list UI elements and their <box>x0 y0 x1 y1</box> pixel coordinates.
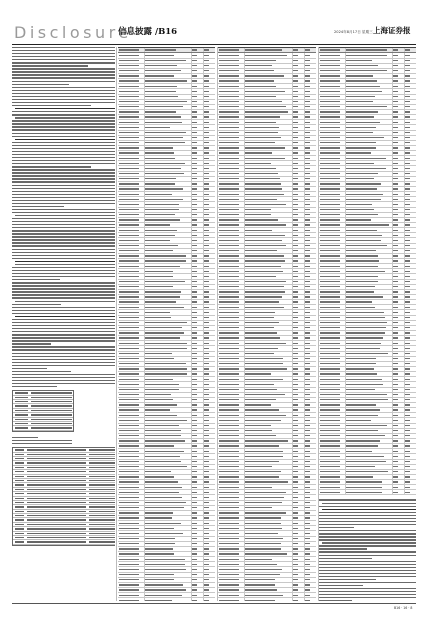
column-divider <box>217 47 218 601</box>
text-line <box>12 337 115 338</box>
text-line <box>12 90 115 91</box>
text-line <box>15 301 115 302</box>
text-line <box>319 551 416 552</box>
text-line <box>12 87 115 88</box>
text-line <box>15 261 115 263</box>
text-line <box>12 175 115 176</box>
text-line <box>12 68 115 69</box>
text-line <box>12 297 115 298</box>
text-line <box>12 59 115 60</box>
text-line <box>12 178 115 179</box>
text-line <box>12 74 115 75</box>
text-line <box>12 334 115 335</box>
text-line <box>12 255 115 256</box>
text-line <box>319 521 416 522</box>
text-line <box>12 276 115 277</box>
text-line <box>12 77 115 78</box>
text-line <box>12 81 115 82</box>
text-line <box>319 536 416 537</box>
text-line <box>12 194 115 195</box>
text-line <box>319 600 352 601</box>
text-line <box>12 191 115 192</box>
column-4-fund-table-and-notice <box>319 47 416 601</box>
text-line <box>319 567 416 568</box>
text-line <box>12 154 115 155</box>
text-line <box>12 102 115 103</box>
section-title: 信息披露 /B16 <box>118 27 178 37</box>
paper-name: 上海证券报 <box>373 26 411 35</box>
table-row <box>13 426 73 430</box>
text-line <box>12 203 115 204</box>
text-line <box>319 591 416 592</box>
text-line <box>319 548 367 549</box>
text-line <box>319 582 416 583</box>
text-line <box>319 512 416 513</box>
text-line <box>12 383 115 384</box>
text-line <box>12 227 115 228</box>
text-line <box>12 148 115 149</box>
text-line <box>322 503 416 504</box>
text-line <box>12 288 115 289</box>
text-line <box>12 84 69 85</box>
text-line <box>12 377 115 378</box>
text-line <box>12 285 115 286</box>
text-line <box>12 163 115 164</box>
text-line <box>12 236 115 237</box>
text-line <box>12 65 88 66</box>
text-line <box>12 47 115 48</box>
text-line <box>12 212 115 213</box>
text-line <box>12 71 115 72</box>
text-line <box>12 166 91 167</box>
text-line <box>12 185 115 186</box>
text-line <box>12 145 115 146</box>
text-line <box>12 151 115 152</box>
text-line <box>319 561 416 562</box>
text-line <box>12 62 115 63</box>
text-line <box>319 515 416 516</box>
text-line <box>12 304 61 305</box>
bottom-rule <box>12 603 416 604</box>
text-line <box>12 310 115 311</box>
text-line <box>12 245 115 246</box>
text-line <box>12 346 115 347</box>
text-line <box>12 437 38 438</box>
text-line <box>12 242 115 243</box>
text-line <box>12 380 115 381</box>
text-line <box>12 322 115 323</box>
fund-list-table <box>118 47 215 601</box>
section-word: Disclosure <box>14 23 132 42</box>
text-line <box>319 588 416 589</box>
text-line <box>322 542 416 543</box>
text-line <box>12 313 115 314</box>
column-divider <box>318 47 319 601</box>
masthead <box>0 0 428 48</box>
page-number: B16 · 16 · 8 <box>394 606 413 610</box>
text-line <box>319 545 416 546</box>
text-line <box>12 233 115 234</box>
text-line <box>12 356 115 357</box>
text-line <box>12 443 72 444</box>
text-line <box>319 533 416 534</box>
text-line <box>322 509 416 511</box>
table-row <box>13 540 115 544</box>
text-line <box>12 96 115 97</box>
text-line <box>12 93 115 94</box>
closing-notice-body <box>319 499 416 601</box>
text-line <box>12 252 115 253</box>
text-line <box>12 319 115 320</box>
text-line <box>12 126 115 127</box>
text-line <box>12 160 115 161</box>
text-line <box>319 518 416 519</box>
text-line <box>319 527 354 528</box>
text-line <box>12 99 115 100</box>
column-2-fund-table <box>118 47 215 601</box>
text-line <box>15 117 115 118</box>
text-line <box>12 50 115 51</box>
text-line <box>319 597 416 598</box>
announcement-body <box>12 47 115 546</box>
column-3-fund-table <box>218 47 316 601</box>
text-line <box>319 558 372 559</box>
mini-table <box>12 390 74 432</box>
text-line <box>12 359 115 360</box>
issue-date: 2024年8月17日 星期三 <box>334 30 373 34</box>
text-line <box>319 555 416 556</box>
text-line <box>12 129 115 130</box>
text-line <box>12 188 115 189</box>
table-row <box>118 598 215 601</box>
text-line <box>12 181 115 182</box>
text-line <box>12 239 115 240</box>
text-line <box>12 111 115 112</box>
top-rule <box>12 44 416 45</box>
text-line <box>15 108 115 110</box>
text-line <box>319 570 416 571</box>
text-line <box>12 331 115 332</box>
column-divider <box>116 47 117 601</box>
text-line <box>12 114 115 115</box>
text-line <box>12 368 47 369</box>
text-line <box>12 343 51 344</box>
text-line <box>12 120 115 121</box>
text-line <box>12 221 115 222</box>
text-line <box>12 169 115 170</box>
text-line <box>12 230 115 231</box>
fund-list-table <box>218 47 316 601</box>
text-line <box>319 564 416 565</box>
text-line <box>12 157 115 158</box>
text-line <box>12 270 115 271</box>
text-line <box>12 105 91 106</box>
table-row <box>218 598 316 601</box>
text-line <box>319 499 416 500</box>
text-line <box>12 56 115 57</box>
text-line <box>15 316 115 318</box>
text-line <box>12 142 115 143</box>
text-line <box>12 325 115 326</box>
text-line <box>12 282 115 283</box>
text-line <box>12 218 115 219</box>
text-line <box>12 224 115 225</box>
text-line <box>12 328 115 329</box>
text-line <box>12 365 115 366</box>
text-line <box>12 172 115 173</box>
text-line <box>319 506 416 507</box>
text-line <box>12 273 115 274</box>
text-line <box>319 585 363 586</box>
text-line <box>12 200 115 201</box>
text-line <box>319 576 416 577</box>
text-line <box>12 249 115 250</box>
text-line <box>12 133 115 134</box>
text-line <box>15 139 115 141</box>
text-line <box>12 258 115 259</box>
text-line <box>319 530 416 531</box>
text-line <box>12 136 115 137</box>
text-line <box>12 340 115 341</box>
fund-list-table <box>319 47 416 495</box>
text-line <box>15 215 115 216</box>
text-line <box>12 353 115 354</box>
text-line <box>12 349 115 350</box>
text-line <box>12 291 115 292</box>
text-line <box>12 279 60 280</box>
text-line <box>12 307 115 308</box>
table-row <box>319 490 416 495</box>
text-line <box>319 539 416 540</box>
text-line <box>12 123 115 124</box>
text-line <box>15 264 115 265</box>
text-line <box>12 371 71 372</box>
text-line <box>12 53 115 54</box>
mini-table <box>12 447 115 546</box>
text-line <box>319 524 416 525</box>
text-line <box>319 573 416 574</box>
column-1-announcement <box>12 47 115 601</box>
text-line <box>12 197 115 198</box>
text-line <box>319 579 376 580</box>
text-line <box>12 294 115 295</box>
text-line <box>12 209 115 210</box>
text-line <box>12 386 57 387</box>
text-line <box>12 206 64 207</box>
text-line <box>12 362 115 363</box>
text-line <box>12 440 72 441</box>
text-line <box>319 594 416 595</box>
text-line <box>12 374 115 375</box>
text-line <box>12 267 115 268</box>
